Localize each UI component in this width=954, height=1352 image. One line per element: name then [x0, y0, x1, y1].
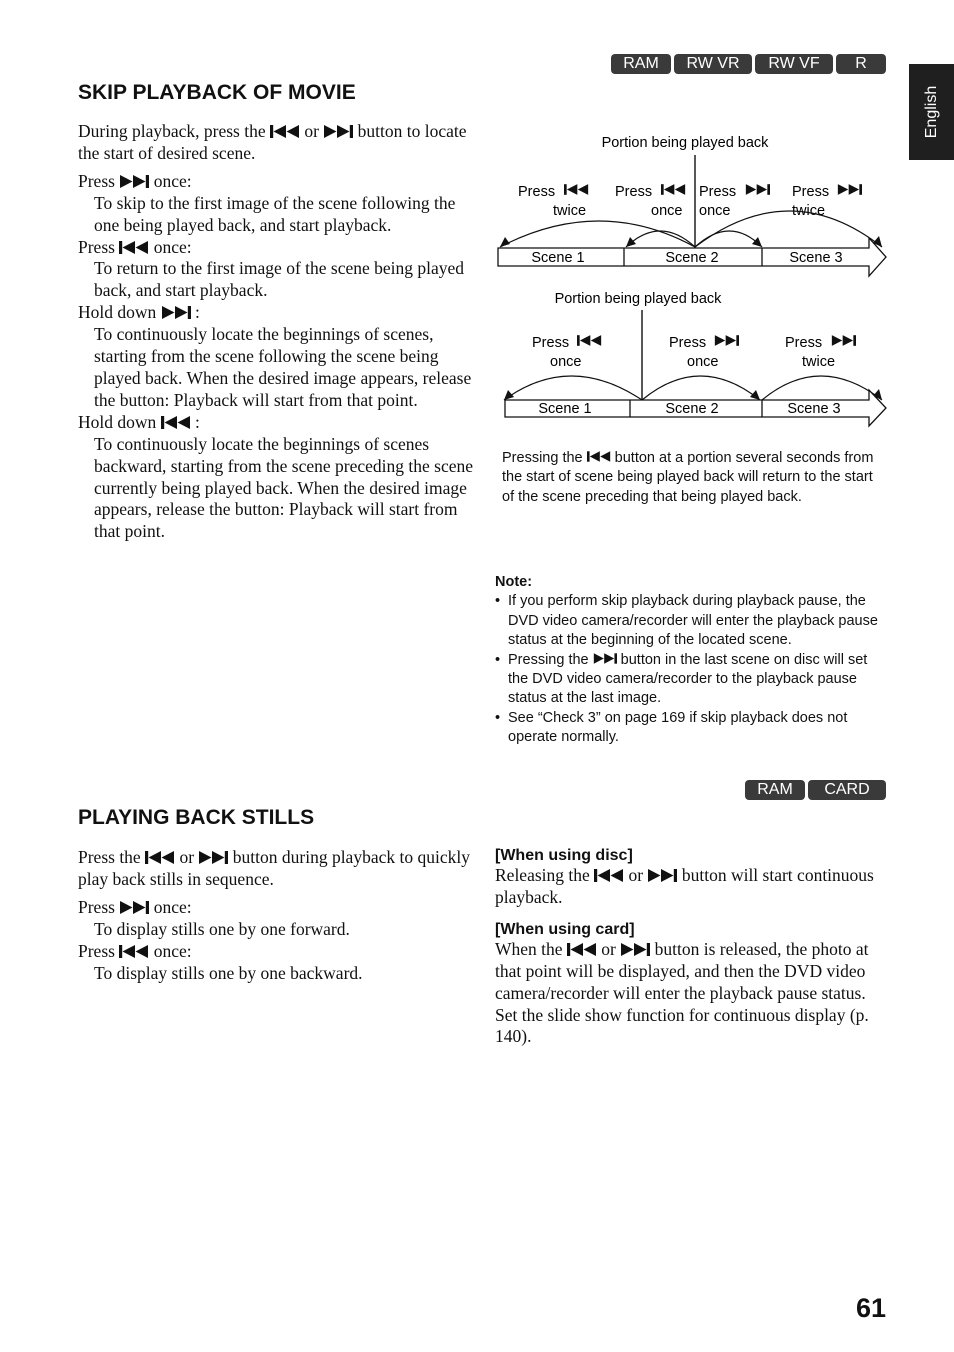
stills-item [78, 941, 473, 963]
stills-section-body [78, 847, 473, 984]
press-count: once [550, 354, 582, 370]
note-list [495, 592, 887, 747]
text: Pressing the [508, 651, 589, 668]
text: Press the [78, 847, 141, 867]
text: Hold down [78, 411, 157, 432]
text: button is released, the photo at that point will be displayed, and then the DVD video camera/recorder will enter the playback pause status. [495, 938, 869, 1003]
text: Press [78, 236, 115, 257]
section-title-stills: PLAYING BACK STILLS [78, 806, 315, 829]
card-text [495, 939, 887, 1005]
skip-previous-icon [161, 416, 191, 429]
text: once: [153, 896, 192, 917]
format-tag: RAM [611, 54, 671, 74]
press-label: Press [669, 335, 707, 351]
skip-next-icon [119, 175, 149, 188]
note-item: • If you perform skip playback during playback pause, the DVD video camera/recorder will enter the playback pause status at the beginning of the located scene. [495, 592, 887, 650]
arrow-head [752, 237, 762, 247]
skip-previous-icon [119, 241, 149, 254]
skip-previous-icon [661, 184, 685, 195]
skip-item [78, 171, 473, 193]
pressing-note [502, 449, 887, 507]
arc [504, 376, 642, 400]
language-label: English [922, 85, 940, 139]
arc [762, 376, 882, 400]
text: button will start continuous playback. [495, 865, 874, 907]
language-tab [909, 64, 954, 160]
skip-diagram-1 [490, 125, 900, 285]
skip-previous-icon [577, 335, 601, 346]
text: Releasing the [495, 865, 590, 885]
skip-item [78, 237, 473, 259]
text: button at a portion several seconds from the start of scene being played back will return to the start of the scene preceding that being played back. [502, 450, 874, 505]
skip-item [78, 412, 473, 434]
format-tag: R [836, 54, 886, 74]
skip-next-icon [832, 335, 856, 346]
arc [626, 231, 695, 247]
format-tags [611, 54, 886, 74]
press-label: Press [792, 184, 830, 200]
format-tag: RAM [745, 780, 805, 800]
text: : [195, 411, 200, 432]
skip-previous-icon [564, 184, 588, 195]
skip-next-icon [593, 653, 617, 664]
press-label: Press [785, 335, 823, 351]
scene-label: Scene 1 [538, 401, 592, 417]
press-count: once [687, 354, 719, 370]
text: Pressing the [502, 450, 583, 466]
skip-next-icon [647, 869, 677, 882]
scene-label: Scene 3 [789, 250, 843, 266]
stills-intro [78, 847, 473, 891]
skip-item-desc: To skip to the first image of the scene following the one being played back, and start playback. [94, 192, 456, 235]
format-tags-stills [745, 780, 886, 800]
scene-label: Scene 3 [787, 401, 841, 417]
arc [695, 231, 762, 247]
press-label: Press [615, 184, 653, 200]
skip-section-body [78, 121, 473, 543]
section-title-skip: SKIP PLAYBACK OF MOVIE [78, 81, 356, 104]
skip-item [78, 302, 473, 324]
skip-previous-icon [145, 851, 175, 864]
skip-diagram-2 [490, 282, 900, 437]
arc [642, 376, 760, 400]
disc-heading: [When using disc] [495, 847, 633, 864]
text: or [179, 847, 195, 867]
portion-label: Portion being played back [554, 291, 722, 307]
card-heading: [When using card] [495, 920, 635, 938]
stills-item [78, 897, 473, 919]
press-count: twice [802, 354, 836, 370]
text: once: [153, 170, 192, 191]
skip-previous-icon [119, 945, 149, 958]
stills-item-desc: To display stills one by one forward. [94, 918, 350, 939]
text: button during playback to quickly play back stills in sequence. [78, 847, 470, 889]
format-tag: RW VF [755, 54, 833, 74]
note-item [495, 651, 887, 709]
text: Hold down [78, 302, 157, 323]
skip-intro [78, 121, 473, 165]
press-count: twice [553, 203, 587, 219]
skip-previous-icon [270, 125, 300, 138]
skip-item-desc: To continuously locate the beginnings of scenes, starting from the scene following the scene being played back. When the desired image appears, release the button: Playback will start from that point. [94, 324, 472, 410]
press-label: Press [518, 184, 556, 200]
press-count: once [699, 203, 731, 219]
text: Press [78, 896, 115, 917]
stills-item-desc: To display stills one by one backward. [94, 962, 363, 983]
text: Press [78, 940, 115, 961]
format-tag: CARD [808, 780, 886, 800]
text: Press [78, 170, 115, 191]
text: button in the last scene on disc will set the DVD video camera/recorder to the playback pause status at the last image. [508, 651, 868, 707]
note-title: Note: [495, 574, 533, 590]
skip-previous-icon [587, 451, 611, 462]
text: or [304, 121, 319, 141]
arrow-head [504, 390, 514, 400]
skip-item-desc: To continuously locate the beginnings of scenes backward, starting from the scene preceding the scene currently being played back. When the desired image appears, release the button: Playback will start from that point. [94, 433, 474, 542]
skip-next-icon [323, 125, 353, 138]
text: once: [153, 940, 192, 961]
skip-next-icon [838, 184, 862, 195]
scene-label: Scene 1 [531, 250, 585, 266]
skip-next-icon [198, 851, 228, 864]
press-label: Press [699, 184, 737, 200]
scene-label: Scene 2 [665, 401, 719, 417]
skip-next-icon [119, 901, 149, 914]
text: button to locate the start of desired scene. [78, 121, 467, 163]
text: During playback, press the [78, 121, 266, 141]
disc-card-block [495, 847, 887, 1048]
note-item: • See “Check 3” on page 169 if skip playback does not operate normally. [495, 709, 887, 748]
press-label: Press [532, 335, 570, 351]
portion-label: Portion being played back [601, 135, 769, 151]
text: : [195, 302, 200, 323]
skip-next-icon [715, 335, 739, 346]
skip-previous-icon [567, 943, 597, 956]
arc [500, 221, 695, 247]
disc-text [495, 865, 887, 909]
arrow-head [626, 237, 636, 247]
skip-next-icon [746, 184, 770, 195]
page-number: 61 [855, 1293, 886, 1323]
card-text-2: Set the slide show function for continuous display (p. 140). [495, 1004, 869, 1047]
skip-next-icon [161, 306, 191, 319]
text: Note [495, 574, 528, 590]
skip-next-icon [620, 943, 650, 956]
text: When the [495, 938, 563, 959]
skip-item-desc: To return to the first image of the scene being played back, and start playback. [94, 258, 465, 301]
scene-label: Scene 2 [665, 250, 719, 266]
text: or [628, 865, 644, 885]
press-count: once [651, 203, 683, 219]
arrow-head [500, 237, 510, 247]
note-block [495, 573, 887, 748]
text: once: [153, 236, 192, 257]
text: or [601, 938, 616, 959]
format-tag: RW VR [674, 54, 752, 74]
arrow-head [750, 390, 760, 400]
press-count: twice [792, 203, 826, 219]
skip-previous-icon [594, 869, 624, 882]
